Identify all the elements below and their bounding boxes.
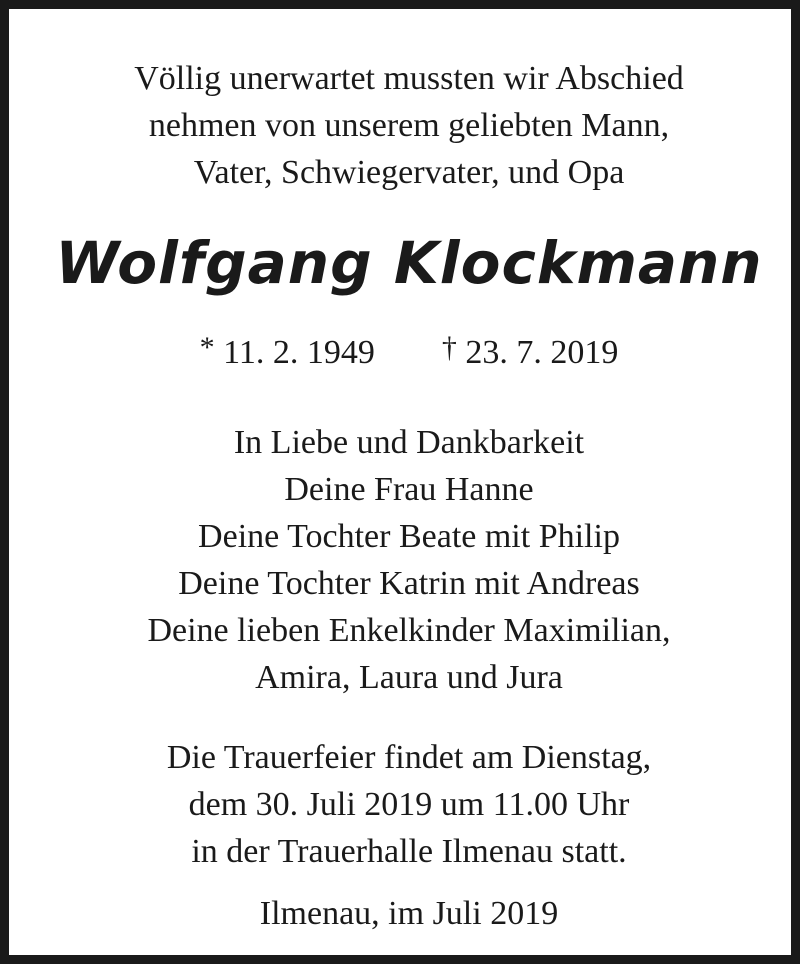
life-dates [9,323,800,378]
funeral-line-1: Die Trauerfeier findet am Dienstag, [166,739,652,776]
intro-line-2: nehmen von unserem geliebten Mann, [148,107,670,144]
family-signatures [9,419,800,701]
intro-text [9,55,800,196]
birth-star-icon: * [199,331,215,364]
family-line-2: Deine Frau Hanne [284,471,534,508]
funeral-line-2: dem 30. Juli 2019 um 11.00 Uhr [188,786,630,823]
death-cross-icon: † [441,331,457,364]
deceased-name: Wolfgang Klockmann [55,229,763,297]
family-line-5: Deine lieben Enkelkinder Maximilian, [147,612,671,649]
intro-line-1: Völlig unerwartet mussten wir Abschied [134,60,684,97]
birth-date: 11. 2. 1949 [223,334,375,371]
funeral-info [9,734,800,875]
family-line-1: In Liebe und Dankbarkeit [233,424,585,461]
funeral-line-3: in der Trauerhalle Ilmenau statt. [191,833,627,870]
place-and-date: Ilmenau, im Juli 2019 [259,895,559,932]
intro-line-3: Vater, Schwiegervater, und Opa [193,154,625,191]
family-line-4: Deine Tochter Katrin mit Andreas [178,565,640,602]
family-line-3: Deine Tochter Beate mit Philip [198,518,620,555]
death-date: 23. 7. 2019 [465,334,619,371]
family-line-6: Amira, Laura und Jura [255,659,563,696]
